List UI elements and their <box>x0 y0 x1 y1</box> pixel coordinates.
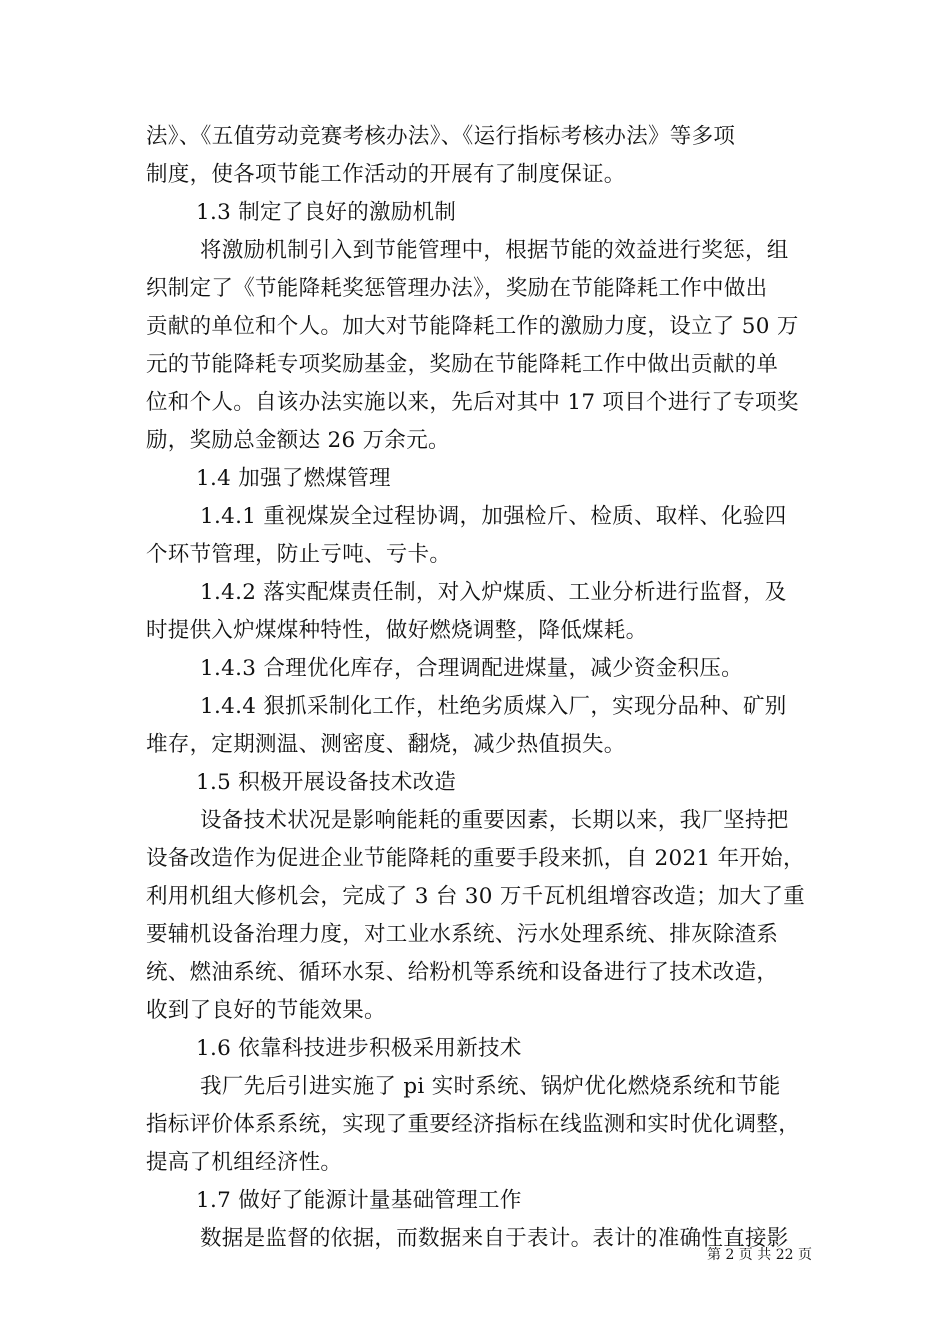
text-line: 1.4.1 重视煤炭全过程协调，加强检斤、检质、取样、化验四 <box>200 504 787 529</box>
text-line: 织制定了《节能降耗奖惩管理办法》，奖励在节能降耗工作中做出 <box>146 276 768 301</box>
section-heading: 1.5 积极开展设备技术改造 <box>196 770 457 795</box>
text-line: 将激励机制引入到节能管理中，根据节能的效益进行奖惩，组 <box>200 238 789 263</box>
page-number-footer: 第 2 页 共 22 页 <box>707 1247 812 1263</box>
text-line: 设备改造作为促进企业节能降耗的重要手段来抓，自 2021 年开始， <box>146 846 805 871</box>
text-line: 堆存，定期测温、测密度、翻烧，减少热值损失。 <box>146 732 626 757</box>
section-heading: 1.3 制定了良好的激励机制 <box>196 200 457 225</box>
text-line: 利用机组大修机会，完成了 3 台 30 万千瓦机组增容改造；加大了重 <box>146 884 806 909</box>
text-line: 1.4.4 狠抓采制化工作，杜绝劣质煤入厂，实现分品种、矿别 <box>200 694 787 719</box>
text-line: 贡献的单位和个人。加大对节能降耗工作的激励力度，设立了 50 万 <box>146 314 799 339</box>
text-line: 要辅机设备治理力度，对工业水系统、污水处理系统、排灰除渣系 <box>146 922 779 947</box>
text-line: 统、燃油系统、循环水泵、给粉机等系统和设备进行了技术改造， <box>146 960 779 985</box>
text-line: 数据是监督的依据，而数据来自于表计。表计的准确性直接影 <box>200 1226 789 1251</box>
text-line: 个环节管理，防止亏吨、亏卡。 <box>146 542 452 567</box>
text-line: 1.4.3 合理优化库存，合理调配进煤量，减少资金积压。 <box>200 656 743 681</box>
text-line: 指标评价体系系统，实现了重要经济指标在线监测和实时优化调整， <box>146 1112 801 1137</box>
text-line: 制度，使各项节能工作活动的开展有了制度保证。 <box>146 162 626 187</box>
text-line: 时提供入炉煤煤种特性，做好燃烧调整，降低煤耗。 <box>146 618 648 643</box>
text-line: 元的节能降耗专项奖励基金，奖励在节能降耗工作中做出贡献的单 <box>146 352 779 377</box>
text-line: 设备技术状况是影响能耗的重要因素，长期以来，我厂坚持把 <box>200 808 789 833</box>
text-line: 我厂先后引进实施了 pi 实时系统、锅炉优化燃烧系统和节能 <box>200 1074 781 1099</box>
text-line: 提高了机组经济性。 <box>146 1150 343 1175</box>
text-line: 励，奖励总金额达 26 万余元。 <box>146 428 450 453</box>
section-heading: 1.7 做好了能源计量基础管理工作 <box>196 1188 522 1213</box>
text-line: 收到了良好的节能效果。 <box>146 998 386 1023</box>
text-line: 位和个人。自该办法实施以来，先后对其中 17 项目个进行了专项奖 <box>146 390 799 415</box>
section-heading: 1.6 依靠科技进步积极采用新技术 <box>196 1036 522 1061</box>
text-line: 1.4.2 落实配煤责任制，对入炉煤质、工业分析进行监督，及 <box>200 580 787 605</box>
text-line: 法》、《五值劳动竞赛考核办法》、《运行指标考核办法》等多项 <box>146 124 736 149</box>
section-heading: 1.4 加强了燃煤管理 <box>196 466 391 491</box>
